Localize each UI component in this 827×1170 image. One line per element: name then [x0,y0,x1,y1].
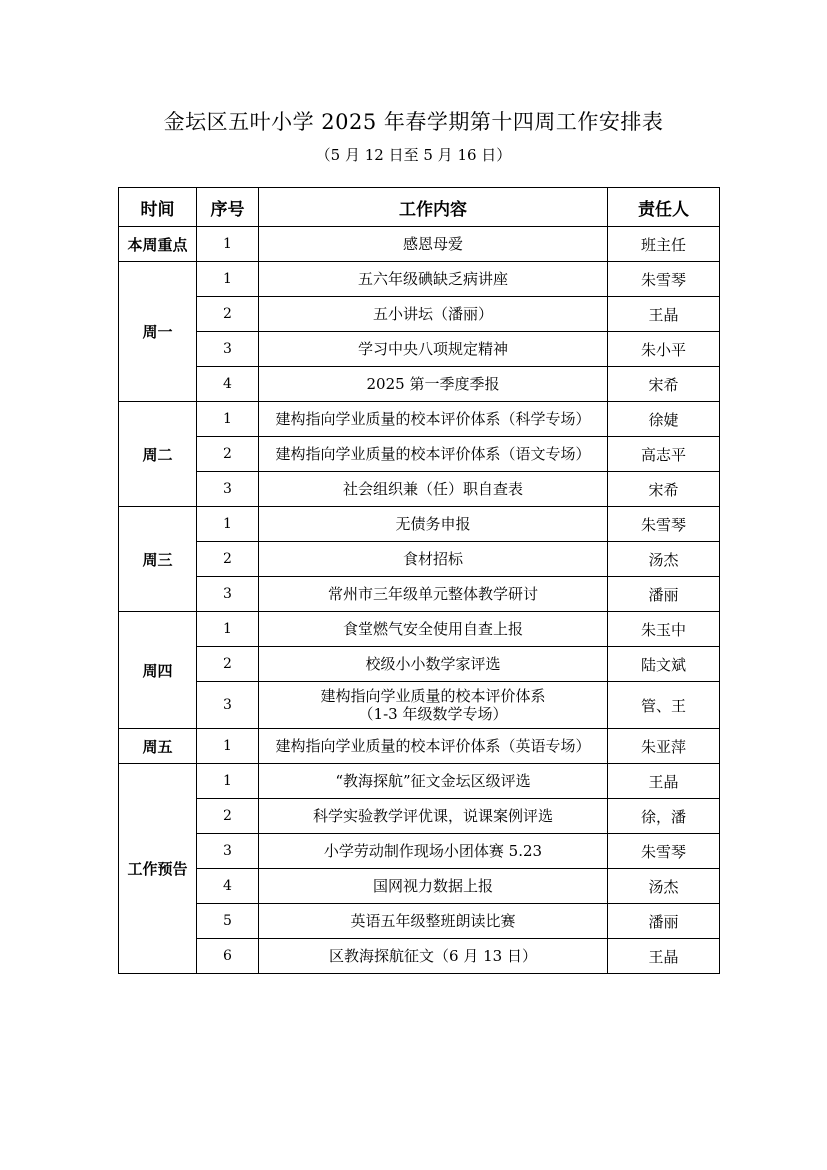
seq-cell: 2 [197,542,259,577]
content-cell [259,682,608,729]
content-cell: 小学劳动制作现场小团体赛 5.23 [259,834,608,869]
day-cell: 本周重点 [119,227,197,262]
seq-cell: 3 [197,682,259,729]
owner-cell: 潘丽 [608,904,720,939]
content-cell: 食堂燃气安全使用自查上报 [259,612,608,647]
content-cell: 社会组织兼（任）职自查表 [259,472,608,507]
owner-cell: 宋希 [608,472,720,507]
owner-cell: 王晶 [608,297,720,332]
seq-cell: 2 [197,799,259,834]
owner-cell: 朱小平 [608,332,720,367]
seq-cell: 1 [197,729,259,764]
seq-cell: 2 [197,437,259,472]
table-row [119,262,720,297]
content-cell: 区教海探航征文（6 月 13 日） [259,939,608,974]
table-row [119,577,720,612]
table-row [119,939,720,974]
table-row [119,437,720,472]
owner-cell: 徐，潘 [608,799,720,834]
owner-cell: 汤杰 [608,869,720,904]
day-cell: 周三 [119,507,197,612]
content-cell: 校级小小数学家评选 [259,647,608,682]
header-seq: 序号 [197,188,259,227]
day-cell: 周五 [119,729,197,764]
seq-cell: 1 [197,764,259,799]
seq-cell: 2 [197,297,259,332]
owner-cell: 朱亚萍 [608,729,720,764]
table-row [119,682,720,729]
seq-cell: 4 [197,869,259,904]
owner-cell: 管、王 [608,682,720,729]
table-row [119,542,720,577]
owner-cell: 汤杰 [608,542,720,577]
seq-cell: 1 [197,262,259,297]
header-owner: 责任人 [608,188,720,227]
content-line: （1-3 年级数学专场） [358,705,508,723]
header-content: 工作内容 [259,188,608,227]
owner-cell: 班主任 [608,227,720,262]
content-cell: 建构指向学业质量的校本评价体系（语文专场） [259,437,608,472]
seq-cell: 1 [197,612,259,647]
table-row [119,332,720,367]
table-row [119,904,720,939]
day-cell: 周二 [119,402,197,507]
header-time: 时间 [119,188,197,227]
owner-cell: 朱雪琴 [608,507,720,542]
date-range-subtitle: （5 月 12 日至 5 月 16 日） [315,146,512,164]
table-row [119,402,720,437]
table-row [119,729,720,764]
table-row [119,612,720,647]
content-line: 建构指向学业质量的校本评价体系 [320,687,546,705]
owner-cell: 王晶 [608,939,720,974]
seq-cell: 6 [197,939,259,974]
day-cell: 周四 [119,612,197,729]
owner-cell: 徐婕 [608,402,720,437]
table-row [119,799,720,834]
table-row [119,869,720,904]
content-cell: 国网视力数据上报 [259,869,608,904]
seq-cell: 1 [197,402,259,437]
table-row [119,367,720,402]
seq-cell: 4 [197,367,259,402]
content-cell: 无债务申报 [259,507,608,542]
content-cell: 学习中央八项规定精神 [259,332,608,367]
table-row [119,297,720,332]
seq-cell: 3 [197,332,259,367]
table-row [119,507,720,542]
content-cell: 科学实验教学评优课，说课案例评选 [259,799,608,834]
page-title: 金坛区五叶小学 2025 年春学期第十四周工作安排表 [163,110,664,134]
seq-cell: 3 [197,577,259,612]
owner-cell: 王晶 [608,764,720,799]
table-row [119,472,720,507]
content-cell: 建构指向学业质量的校本评价体系（科学专场） [259,402,608,437]
seq-cell: 3 [197,834,259,869]
owner-cell: 朱雪琴 [608,262,720,297]
content-cell: 英语五年级整班朗读比赛 [259,904,608,939]
content-cell: 食材招标 [259,542,608,577]
header-row [119,188,720,227]
owner-cell: 朱雪琴 [608,834,720,869]
table-row [119,647,720,682]
table-row [119,834,720,869]
table-row [119,764,720,799]
content-cell: 五小讲坛（潘丽） [259,297,608,332]
schedule-table [118,187,720,974]
seq-cell: 5 [197,904,259,939]
table-row [119,227,720,262]
day-cell: 周一 [119,262,197,402]
content-cell: “教海探航”征文金坛区级评选 [259,764,608,799]
content-cell: 感恩母爱 [259,227,608,262]
seq-cell: 2 [197,647,259,682]
owner-cell: 宋希 [608,367,720,402]
owner-cell: 潘丽 [608,577,720,612]
content-cell: 五六年级碘缺乏病讲座 [259,262,608,297]
owner-cell: 高志平 [608,437,720,472]
seq-cell: 3 [197,472,259,507]
owner-cell: 陆文斌 [608,647,720,682]
content-cell: 常州市三年级单元整体教学研讨 [259,577,608,612]
seq-cell: 1 [197,227,259,262]
content-cell: 2025 第一季度季报 [259,367,608,402]
owner-cell: 朱玉中 [608,612,720,647]
seq-cell: 1 [197,507,259,542]
schedule-body [119,227,720,974]
day-cell: 工作预告 [119,764,197,974]
content-cell: 建构指向学业质量的校本评价体系（英语专场） [259,729,608,764]
